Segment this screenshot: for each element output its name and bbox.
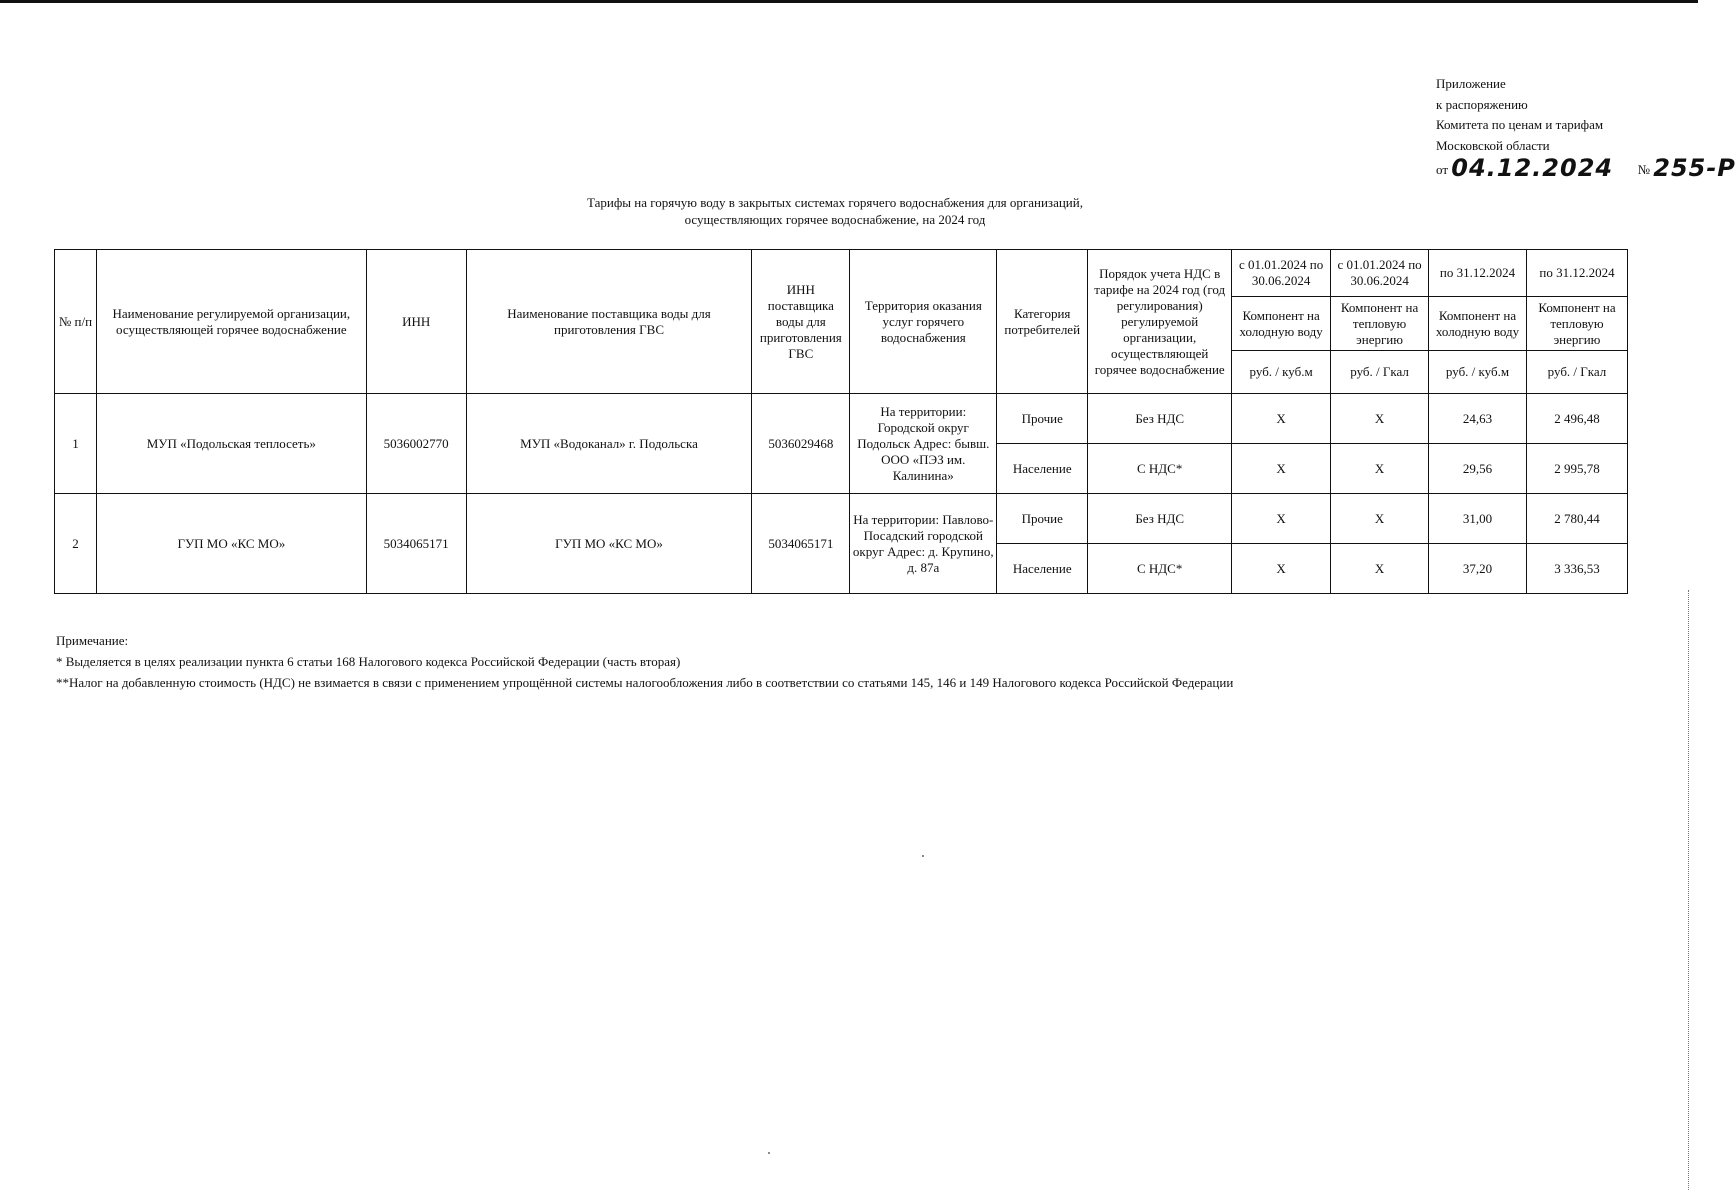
cell-territory: На территории: Городской округ Подольск Адрес: бывш. ООО «ПЭЗ им. Калинина» bbox=[850, 394, 997, 494]
cell-num: 2 bbox=[55, 494, 97, 594]
header-cold-component: Компонент на холодную воду bbox=[1429, 297, 1527, 351]
cell-value: X bbox=[1331, 444, 1429, 494]
header-num: № п/п bbox=[55, 250, 97, 394]
cell-value: X bbox=[1232, 494, 1331, 544]
scan-top-border bbox=[0, 0, 1698, 3]
header-unit: руб. / куб.м bbox=[1232, 351, 1331, 394]
cell-value: X bbox=[1331, 544, 1429, 594]
header-cold-component: Компонент на холодную воду bbox=[1232, 297, 1331, 351]
note-item: **Налог на добавленную стоимость (НДС) не взимается в связи с применением упрощённой системы налогообложения либо в соответствии со статьями 145, 146 и 149 Налогового кодекса Российской Федерации bbox=[56, 675, 1234, 690]
cell-supplier-inn: 5034065171 bbox=[752, 494, 850, 594]
handwritten-number: 255-Р bbox=[1653, 154, 1736, 182]
appendix-line: Московской области bbox=[1436, 137, 1550, 153]
header-period: по 31.12.2024 bbox=[1429, 250, 1527, 297]
cell-category: Население bbox=[997, 544, 1088, 594]
scan-edge-marks bbox=[1688, 590, 1690, 1190]
title-line: осуществляющих горячее водоснабжение, на 2024 год bbox=[684, 212, 986, 227]
cell-value: X bbox=[1331, 394, 1429, 444]
handwritten-date: 04.12.2024 bbox=[1451, 154, 1614, 182]
cell-inn: 5034065171 bbox=[366, 494, 466, 594]
header-period: с 01.01.2024 по 30.06.2024 bbox=[1331, 250, 1429, 297]
cell-supplier: МУП «Водоканал» г. Подольска bbox=[466, 394, 752, 494]
header-unit: руб. / Гкал bbox=[1526, 351, 1627, 394]
cell-value: 24,63 bbox=[1429, 394, 1527, 444]
header-heat-component: Компонент на тепловую энергию bbox=[1331, 297, 1429, 351]
document-title bbox=[460, 194, 1210, 228]
header-inn: ИНН bbox=[366, 250, 466, 394]
cell-org: ГУП МО «КС МО» bbox=[96, 494, 366, 594]
cell-num: 1 bbox=[55, 394, 97, 494]
notes-block bbox=[56, 630, 1233, 693]
header-supplier-name: Наименование поставщика воды для приготовления ГВС bbox=[466, 250, 752, 394]
header-category: Категория потребителей bbox=[997, 250, 1088, 394]
cell-category: Прочие bbox=[997, 394, 1088, 444]
cell-category: Прочие bbox=[997, 494, 1088, 544]
appendix-line: Приложение bbox=[1436, 76, 1506, 91]
cell-org: МУП «Подольская теплосеть» bbox=[96, 394, 366, 494]
table-row bbox=[55, 394, 1628, 444]
number-prefix: № bbox=[1637, 162, 1650, 177]
notes-heading: Примечание: bbox=[56, 633, 129, 648]
cell-vat: Без НДС bbox=[1088, 394, 1232, 444]
header-unit: руб. / куб.м bbox=[1429, 351, 1527, 394]
header-territory: Территория оказания услуг горячего водоснабжения bbox=[850, 250, 997, 394]
cell-inn: 5036002770 bbox=[366, 394, 466, 494]
header-supplier-inn: ИНН поставщика воды для приготовления ГВС bbox=[752, 250, 850, 394]
cell-value: 3 336,53 bbox=[1526, 544, 1627, 594]
cell-value: X bbox=[1232, 544, 1331, 594]
header-heat-component: Компонент на тепловую энергию bbox=[1526, 297, 1627, 351]
cell-value: 2 995,78 bbox=[1526, 444, 1627, 494]
appendix-line: Комитета по ценам и тарифам bbox=[1436, 117, 1604, 132]
cell-value: X bbox=[1232, 394, 1331, 444]
cell-vat: Без НДС bbox=[1088, 494, 1232, 544]
cell-value: 2 496,48 bbox=[1526, 394, 1627, 444]
cell-territory: На территории: Павлово-Посадский городской округ Адрес: д. Крупино, д. 87а bbox=[850, 494, 997, 594]
header-period: с 01.01.2024 по 30.06.2024 bbox=[1232, 250, 1331, 297]
cell-category: Население bbox=[997, 444, 1088, 494]
cell-value: X bbox=[1331, 494, 1429, 544]
appendix-block bbox=[1436, 74, 1736, 181]
tariff-table bbox=[54, 249, 1628, 594]
scan-speck bbox=[922, 855, 924, 857]
note-item: * Выделяется в целях реализации пункта 6 статьи 168 Налогового кодекса Российской Федерации (часть вторая) bbox=[56, 654, 681, 669]
title-line: Тарифы на горячую воду в закрытых системах горячего водоснабжения для организаций, bbox=[587, 195, 1083, 210]
cell-supplier-inn: 5036029468 bbox=[752, 394, 850, 494]
appendix-date-line bbox=[1436, 156, 1736, 181]
header-org-name: Наименование регулируемой организации, осуществляющей горячее водоснабжение bbox=[96, 250, 366, 394]
cell-vat: С НДС* bbox=[1088, 544, 1232, 594]
cell-value: 2 780,44 bbox=[1526, 494, 1627, 544]
header-row bbox=[55, 250, 1628, 297]
header-unit: руб. / Гкал bbox=[1331, 351, 1429, 394]
table-row bbox=[55, 494, 1628, 544]
cell-value: 31,00 bbox=[1429, 494, 1527, 544]
header-period: по 31.12.2024 bbox=[1526, 250, 1627, 297]
cell-value: 29,56 bbox=[1429, 444, 1527, 494]
appendix-line: к распоряжению bbox=[1436, 96, 1528, 112]
cell-vat: С НДС* bbox=[1088, 444, 1232, 494]
header-vat: Порядок учета НДС в тарифе на 2024 год (год регулирования) регулируемой организации, осуществляющей горячее водоснабжение bbox=[1088, 250, 1232, 394]
cell-supplier: ГУП МО «КС МО» bbox=[466, 494, 752, 594]
cell-value: 37,20 bbox=[1429, 544, 1527, 594]
cell-value: X bbox=[1232, 444, 1331, 494]
date-prefix: от bbox=[1436, 162, 1449, 177]
scan-speck bbox=[768, 1152, 770, 1154]
